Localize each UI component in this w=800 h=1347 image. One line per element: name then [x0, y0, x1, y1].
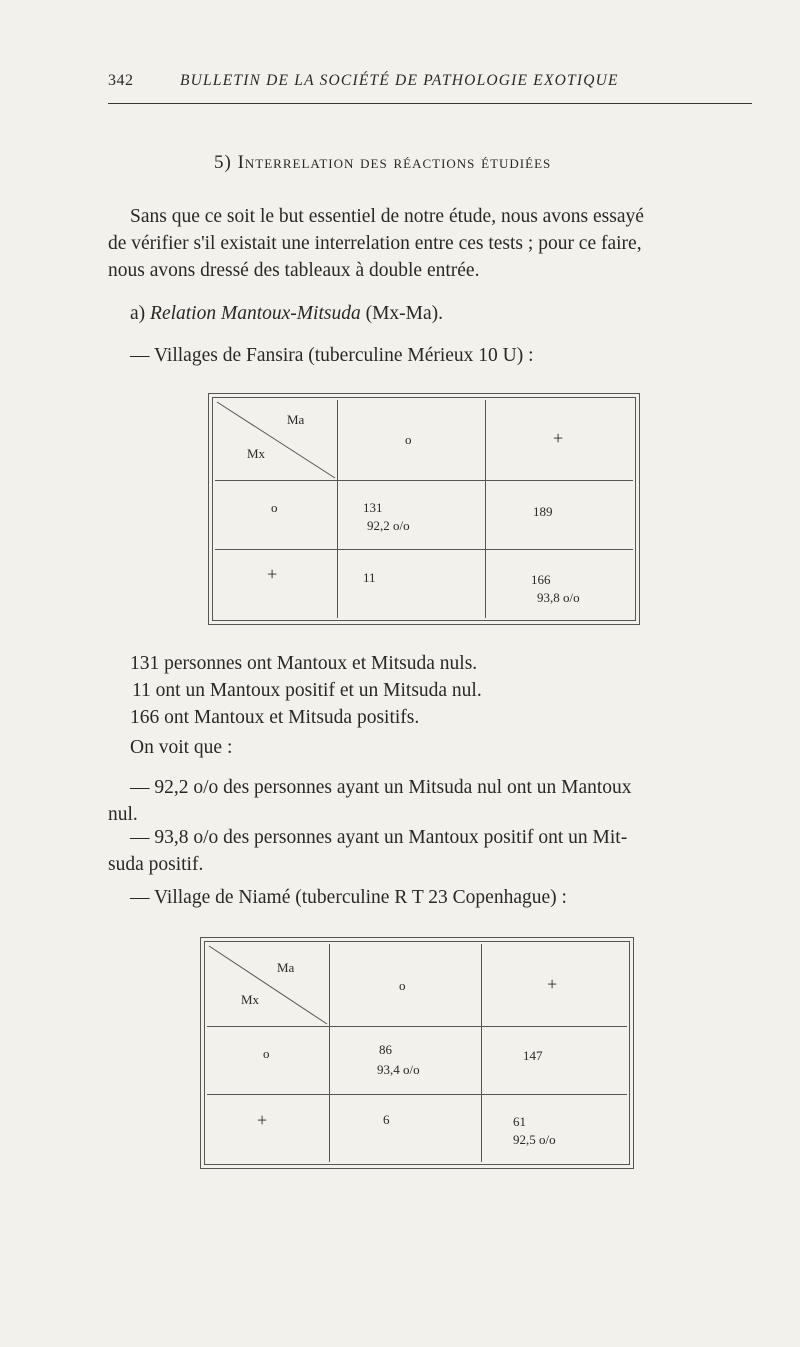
point1-line: — 92,2 o/o des personnes ayant un Mitsuda nul ont un Mantoux	[130, 777, 632, 798]
corner-label-mx: Mx	[247, 446, 266, 461]
page-number: 342	[108, 72, 134, 89]
subsection-heading	[108, 300, 752, 327]
niame-table	[200, 937, 634, 1169]
on-voit-block	[108, 734, 752, 761]
col-header-neg: o	[405, 432, 412, 447]
row-header-pos: +	[267, 564, 278, 584]
cell-value: 11	[363, 570, 376, 585]
cell-value: 147	[523, 1048, 543, 1063]
summary-line: 166 ont Mantoux et Mitsuda positifs.	[130, 707, 420, 728]
cell-percent: 93,4 o/o	[377, 1062, 420, 1077]
cell-percent: 92,5 o/o	[513, 1132, 556, 1147]
point2-line: suda positif.	[108, 854, 204, 875]
cell-value: 61	[513, 1114, 526, 1129]
cell-percent: 93,8 o/o	[537, 590, 580, 605]
col-header-neg: o	[399, 978, 406, 993]
cell-value: 166	[531, 572, 551, 587]
corner-diagonal	[207, 944, 329, 1026]
cell-value: 189	[533, 504, 553, 519]
summary-line: 131 personnes ont Mantoux et Mitsuda nuls.	[130, 653, 478, 674]
cell-percent: 92,2 o/o	[367, 518, 410, 533]
niame-caption: — Village de Niamé (tuberculine R T 23 Copenhague) :	[130, 887, 567, 908]
fansira-table	[208, 393, 640, 625]
cell-value: 131	[363, 500, 383, 515]
corner-label-ma: Ma	[287, 412, 305, 427]
point2-line: — 93,8 o/o des personnes ayant un Mantoux positif ont un Mit-	[130, 827, 628, 848]
fansira-summary	[108, 650, 752, 731]
header-rule	[108, 103, 752, 104]
point1-block	[108, 774, 752, 828]
niame-caption-block	[108, 884, 752, 911]
row-header-neg: o	[263, 1046, 270, 1061]
subsection-title: Relation Mantoux-Mitsuda	[150, 303, 361, 324]
row-header-neg: o	[271, 500, 278, 515]
summary-line: 11 ont un Mantoux positif et un Mitsuda nul.	[132, 680, 482, 701]
col-header-pos: +	[553, 428, 564, 448]
on-voit: On voit que :	[130, 737, 233, 758]
point1-line: nul.	[108, 804, 138, 825]
section-title: 5) Interrelation des réactions étudiées	[214, 152, 552, 173]
cell-value: 86	[379, 1042, 392, 1057]
row-header-pos: +	[257, 1110, 268, 1130]
fansira-caption: — Villages de Fansira (tuberculine Mérieux 10 U) :	[130, 345, 534, 366]
journal-title: BULLETIN DE LA SOCIÉTÉ DE PATHOLOGIE EXOTIQUE	[180, 72, 619, 89]
intro-paragraph	[108, 203, 752, 284]
running-head	[108, 72, 752, 96]
point2-block	[108, 824, 752, 878]
intro-line: nous avons dressé des tableaux à double entrée.	[108, 260, 480, 281]
intro-line: de vérifier s'il existait une interrelation entre ces tests ; pour ce faire,	[108, 233, 642, 254]
intro-line: Sans que ce soit le but essentiel de notre étude, nous avons essayé	[130, 206, 644, 227]
corner-label-ma: Ma	[277, 960, 295, 975]
corner-diagonal	[215, 400, 337, 480]
cell-value: 6	[383, 1112, 390, 1127]
col-header-pos: +	[547, 974, 558, 994]
fansira-caption-block	[108, 342, 752, 369]
subsection-prefix: a)	[130, 303, 146, 324]
corner-label-mx: Mx	[241, 992, 260, 1007]
subsection-suffix: (Mx-Ma).	[365, 303, 444, 324]
